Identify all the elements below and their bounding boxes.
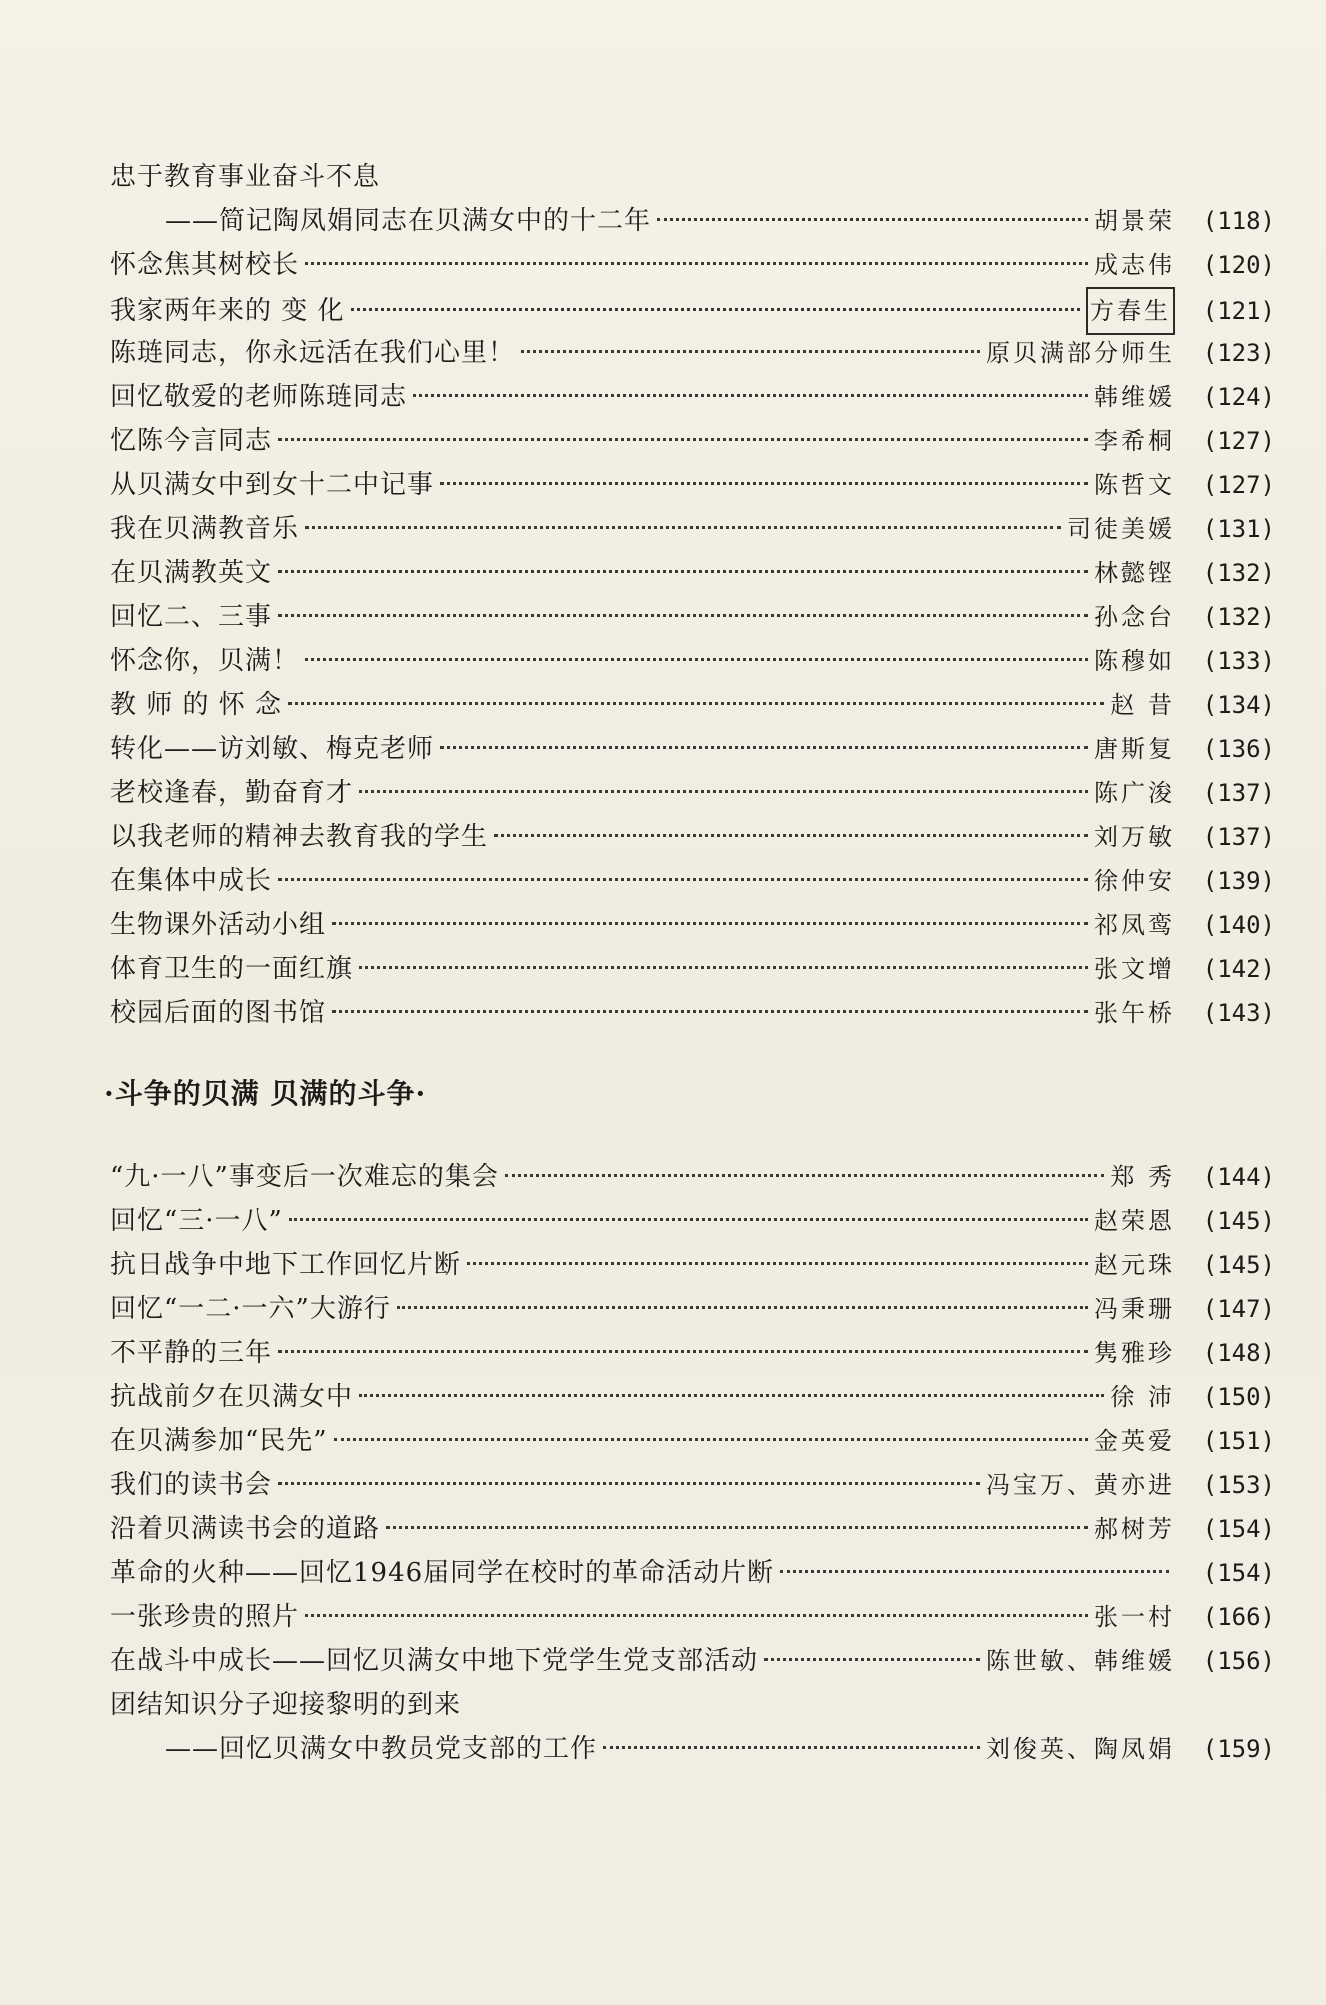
dot-leader — [359, 966, 1088, 969]
dot-leader — [440, 482, 1088, 485]
toc-entry — [110, 1155, 1275, 1199]
toc-entry — [110, 1727, 1275, 1771]
entry-title: 在战斗中成长——回忆贝满女中地下党学生党支部活动 — [110, 1646, 759, 1676]
dot-leader — [305, 262, 1088, 265]
entry-page-number: (166) — [1202, 1603, 1275, 1631]
dot-leader — [278, 614, 1088, 617]
entry-author: 张午桥 — [1094, 999, 1175, 1027]
entry-page-number: (139) — [1202, 867, 1275, 895]
toc-entry — [110, 1595, 1275, 1639]
dot-leader — [289, 1218, 1088, 1221]
dot-leader — [332, 1010, 1088, 1013]
entry-title: 一张珍贵的照片 — [110, 1602, 300, 1632]
entry-author: 隽雅珍 — [1094, 1339, 1175, 1367]
entry-page-number: (153) — [1202, 1471, 1275, 1499]
entry-author: 孙念台 — [1094, 603, 1175, 631]
toc-entry — [110, 727, 1275, 771]
toc-entry — [110, 375, 1275, 419]
dot-leader — [278, 1350, 1088, 1353]
toc-entry — [110, 243, 1275, 287]
entry-title: “九·一八”事变后一次难忘的集会 — [110, 1162, 499, 1192]
dot-leader — [288, 702, 1104, 705]
entry-title: 转化——访刘敏、梅克老师 — [110, 734, 435, 764]
entry-title: 在贝满教英文 — [110, 558, 273, 588]
toc-entry — [110, 287, 1275, 331]
entry-page-number: (148) — [1202, 1339, 1275, 1367]
entry-author: 张文增 — [1094, 955, 1175, 983]
entry-page-number: (145) — [1202, 1251, 1275, 1279]
dot-leader — [386, 1526, 1088, 1529]
entry-page-number: (150) — [1202, 1383, 1275, 1411]
dot-leader — [305, 526, 1061, 529]
entry-author: 司徒美媛 — [1067, 515, 1175, 543]
entry-author: 金英爱 — [1094, 1427, 1175, 1455]
dot-leader — [657, 218, 1088, 221]
entry-author: 赵 昔 — [1110, 691, 1175, 719]
entry-author: 张一村 — [1094, 1603, 1175, 1631]
entry-title: 抗日战争中地下工作回忆片断 — [110, 1250, 462, 1280]
dot-leader — [332, 922, 1088, 925]
toc-entry — [110, 1243, 1275, 1287]
toc-entry — [110, 155, 1275, 199]
entry-title: 在贝满参加“民先” — [110, 1426, 328, 1456]
toc-entry — [110, 463, 1275, 507]
entry-title: 校园后面的图书馆 — [110, 998, 327, 1028]
entry-page-number: (144) — [1202, 1163, 1275, 1191]
entry-page-number: (127) — [1202, 427, 1275, 455]
toc-entry — [110, 859, 1275, 903]
toc-entry — [110, 507, 1275, 551]
toc-entry — [110, 1287, 1275, 1331]
entry-page-number: (132) — [1202, 603, 1275, 631]
dot-leader — [278, 438, 1088, 441]
toc-entry — [110, 639, 1275, 683]
entry-author: 唐斯复 — [1094, 735, 1175, 763]
entry-title: 团结知识分子迎接黎明的到来 — [110, 1690, 462, 1720]
toc-entry — [110, 903, 1275, 947]
entry-author: 赵荣恩 — [1094, 1207, 1175, 1235]
dot-leader — [397, 1306, 1088, 1309]
toc-entry — [110, 199, 1275, 243]
dot-leader — [413, 394, 1088, 397]
entry-title: 教 师 的 怀 念 — [110, 690, 283, 720]
dot-leader — [505, 1174, 1105, 1177]
toc-entry — [110, 1507, 1275, 1551]
table-of-contents — [104, 155, 1275, 1771]
dot-leader — [359, 1394, 1104, 1397]
entry-author: 徐 沛 — [1110, 1383, 1175, 1411]
entry-author: 冯宝万、黄亦进 — [986, 1471, 1175, 1499]
dot-leader — [494, 834, 1088, 837]
entry-title: 在集体中成长 — [110, 866, 273, 896]
toc-part-1 — [110, 155, 1275, 1035]
toc-entry — [110, 1683, 1275, 1727]
toc-entry — [110, 551, 1275, 595]
entry-author: 刘俊英、陶凤娟 — [986, 1735, 1175, 1763]
toc-part-2 — [110, 1155, 1275, 1771]
toc-entry — [110, 771, 1275, 815]
toc-entry — [110, 1199, 1275, 1243]
dot-leader — [334, 1438, 1088, 1441]
entry-page-number: (142) — [1202, 955, 1275, 983]
entry-author: 韩维媛 — [1094, 383, 1175, 411]
entry-page-number: (151) — [1202, 1427, 1275, 1455]
entry-title: 生物课外活动小组 — [110, 910, 327, 940]
dot-leader — [278, 1482, 980, 1485]
entry-title: 不平静的三年 — [110, 1338, 273, 1368]
entry-author: 冯秉珊 — [1094, 1295, 1175, 1323]
entry-page-number: (136) — [1202, 735, 1275, 763]
dot-leader — [278, 878, 1088, 881]
entry-author: 林懿铿 — [1094, 559, 1175, 587]
dot-leader — [305, 658, 1088, 661]
entry-page-number: (145) — [1202, 1207, 1275, 1235]
entry-page-number: (134) — [1202, 691, 1275, 719]
entry-title: 怀念你，贝满！ — [110, 646, 300, 676]
entry-title: 回忆敬爱的老师陈琏同志 — [110, 382, 408, 412]
dot-leader — [351, 308, 1080, 311]
toc-entry — [110, 947, 1275, 991]
dot-leader — [359, 790, 1088, 793]
toc-entry — [110, 419, 1275, 463]
entry-author: 陈广浚 — [1094, 779, 1175, 807]
entry-page-number: (159) — [1202, 1735, 1275, 1763]
entry-title: 老校逢春，勤奋育才 — [110, 778, 354, 808]
entry-title: 我家两年来的 变 化 — [110, 296, 345, 326]
entry-page-number: (133) — [1202, 647, 1275, 675]
toc-entry — [110, 595, 1275, 639]
entry-title: ——回忆贝满女中教员党支部的工作 — [165, 1734, 598, 1764]
section-heading: ·斗争的贝满 贝满的斗争· — [104, 1077, 427, 1110]
entry-author: 刘万敏 — [1094, 823, 1175, 851]
entry-author: 陈世敏、韩维媛 — [986, 1647, 1175, 1675]
entry-author: 成志伟 — [1094, 251, 1175, 279]
entry-title: 沿着贝满读书会的道路 — [110, 1514, 381, 1544]
entry-page-number: (124) — [1202, 383, 1275, 411]
entry-title: 陈琏同志，你永远活在我们心里！ — [110, 338, 516, 368]
dot-leader — [603, 1746, 980, 1749]
entry-title: 抗战前夕在贝满女中 — [110, 1382, 354, 1412]
dot-leader — [521, 350, 980, 353]
entry-page-number: (120) — [1202, 251, 1275, 279]
entry-page-number: (143) — [1202, 999, 1275, 1027]
entry-author: 祁凤鸾 — [1094, 911, 1175, 939]
toc-entry — [110, 1419, 1275, 1463]
entry-page-number: (147) — [1202, 1295, 1275, 1323]
entry-author: 郑 秀 — [1110, 1163, 1175, 1191]
entry-page-number: (154) — [1202, 1515, 1275, 1543]
toc-entry — [110, 331, 1275, 375]
entry-page-number: (137) — [1202, 779, 1275, 807]
entry-page-number: (131) — [1202, 515, 1275, 543]
entry-page-number: (154) — [1202, 1559, 1275, 1587]
entry-title: 我在贝满教音乐 — [110, 514, 300, 544]
entry-title: 忠于教育事业奋斗不息 — [110, 162, 381, 192]
entry-author: 赵元珠 — [1094, 1251, 1175, 1279]
entry-title: 怀念焦其树校长 — [110, 250, 300, 280]
entry-page-number: (132) — [1202, 559, 1275, 587]
entry-title: 忆陈今言同志 — [110, 426, 273, 456]
entry-title: 回忆“一二·一六”大游行 — [110, 1294, 391, 1324]
dot-leader — [764, 1658, 980, 1661]
entry-title: 以我老师的精神去教育我的学生 — [110, 822, 489, 852]
entry-page-number: (156) — [1202, 1647, 1275, 1675]
dot-leader — [278, 570, 1088, 573]
entry-title: 革命的火种——回忆1946届同学在校时的革命活动片断 — [110, 1558, 775, 1588]
entry-page-number: (121) — [1202, 297, 1275, 325]
entry-page-number: (140) — [1202, 911, 1275, 939]
entry-author: 胡景荣 — [1094, 207, 1175, 235]
entry-title: 从贝满女中到女十二中记事 — [110, 470, 435, 500]
dot-leader — [305, 1614, 1088, 1617]
toc-entry — [110, 815, 1275, 859]
toc-entry — [110, 1375, 1275, 1419]
entry-page-number: (127) — [1202, 471, 1275, 499]
toc-entry — [110, 1551, 1275, 1595]
entry-author: 陈哲文 — [1094, 471, 1175, 499]
entry-page-number: (118) — [1202, 207, 1275, 235]
entry-title: 回忆“三·一八” — [110, 1206, 283, 1236]
dot-leader — [780, 1570, 1169, 1573]
entry-title: ——简记陶凤娟同志在贝满女中的十二年 — [165, 206, 652, 236]
toc-entry — [110, 1331, 1275, 1375]
entry-title: 我们的读书会 — [110, 1470, 273, 1500]
entry-author: 徐仲安 — [1094, 867, 1175, 895]
toc-entry — [110, 991, 1275, 1035]
entry-title: 体育卫生的一面红旗 — [110, 954, 354, 984]
dot-leader — [440, 746, 1088, 749]
entry-author: 郝树芳 — [1094, 1515, 1175, 1543]
entry-page-number: (137) — [1202, 823, 1275, 851]
dot-leader — [467, 1262, 1088, 1265]
toc-entry — [110, 1463, 1275, 1507]
entry-author: 李希桐 — [1094, 427, 1175, 455]
entry-author: 陈穆如 — [1094, 647, 1175, 675]
entry-title: 回忆二、三事 — [110, 602, 273, 632]
toc-entry — [110, 683, 1275, 727]
entry-author: 原贝满部分师生 — [986, 339, 1175, 367]
entry-author: 方春生 — [1086, 287, 1175, 335]
toc-entry — [110, 1639, 1275, 1683]
entry-page-number: (123) — [1202, 339, 1275, 367]
